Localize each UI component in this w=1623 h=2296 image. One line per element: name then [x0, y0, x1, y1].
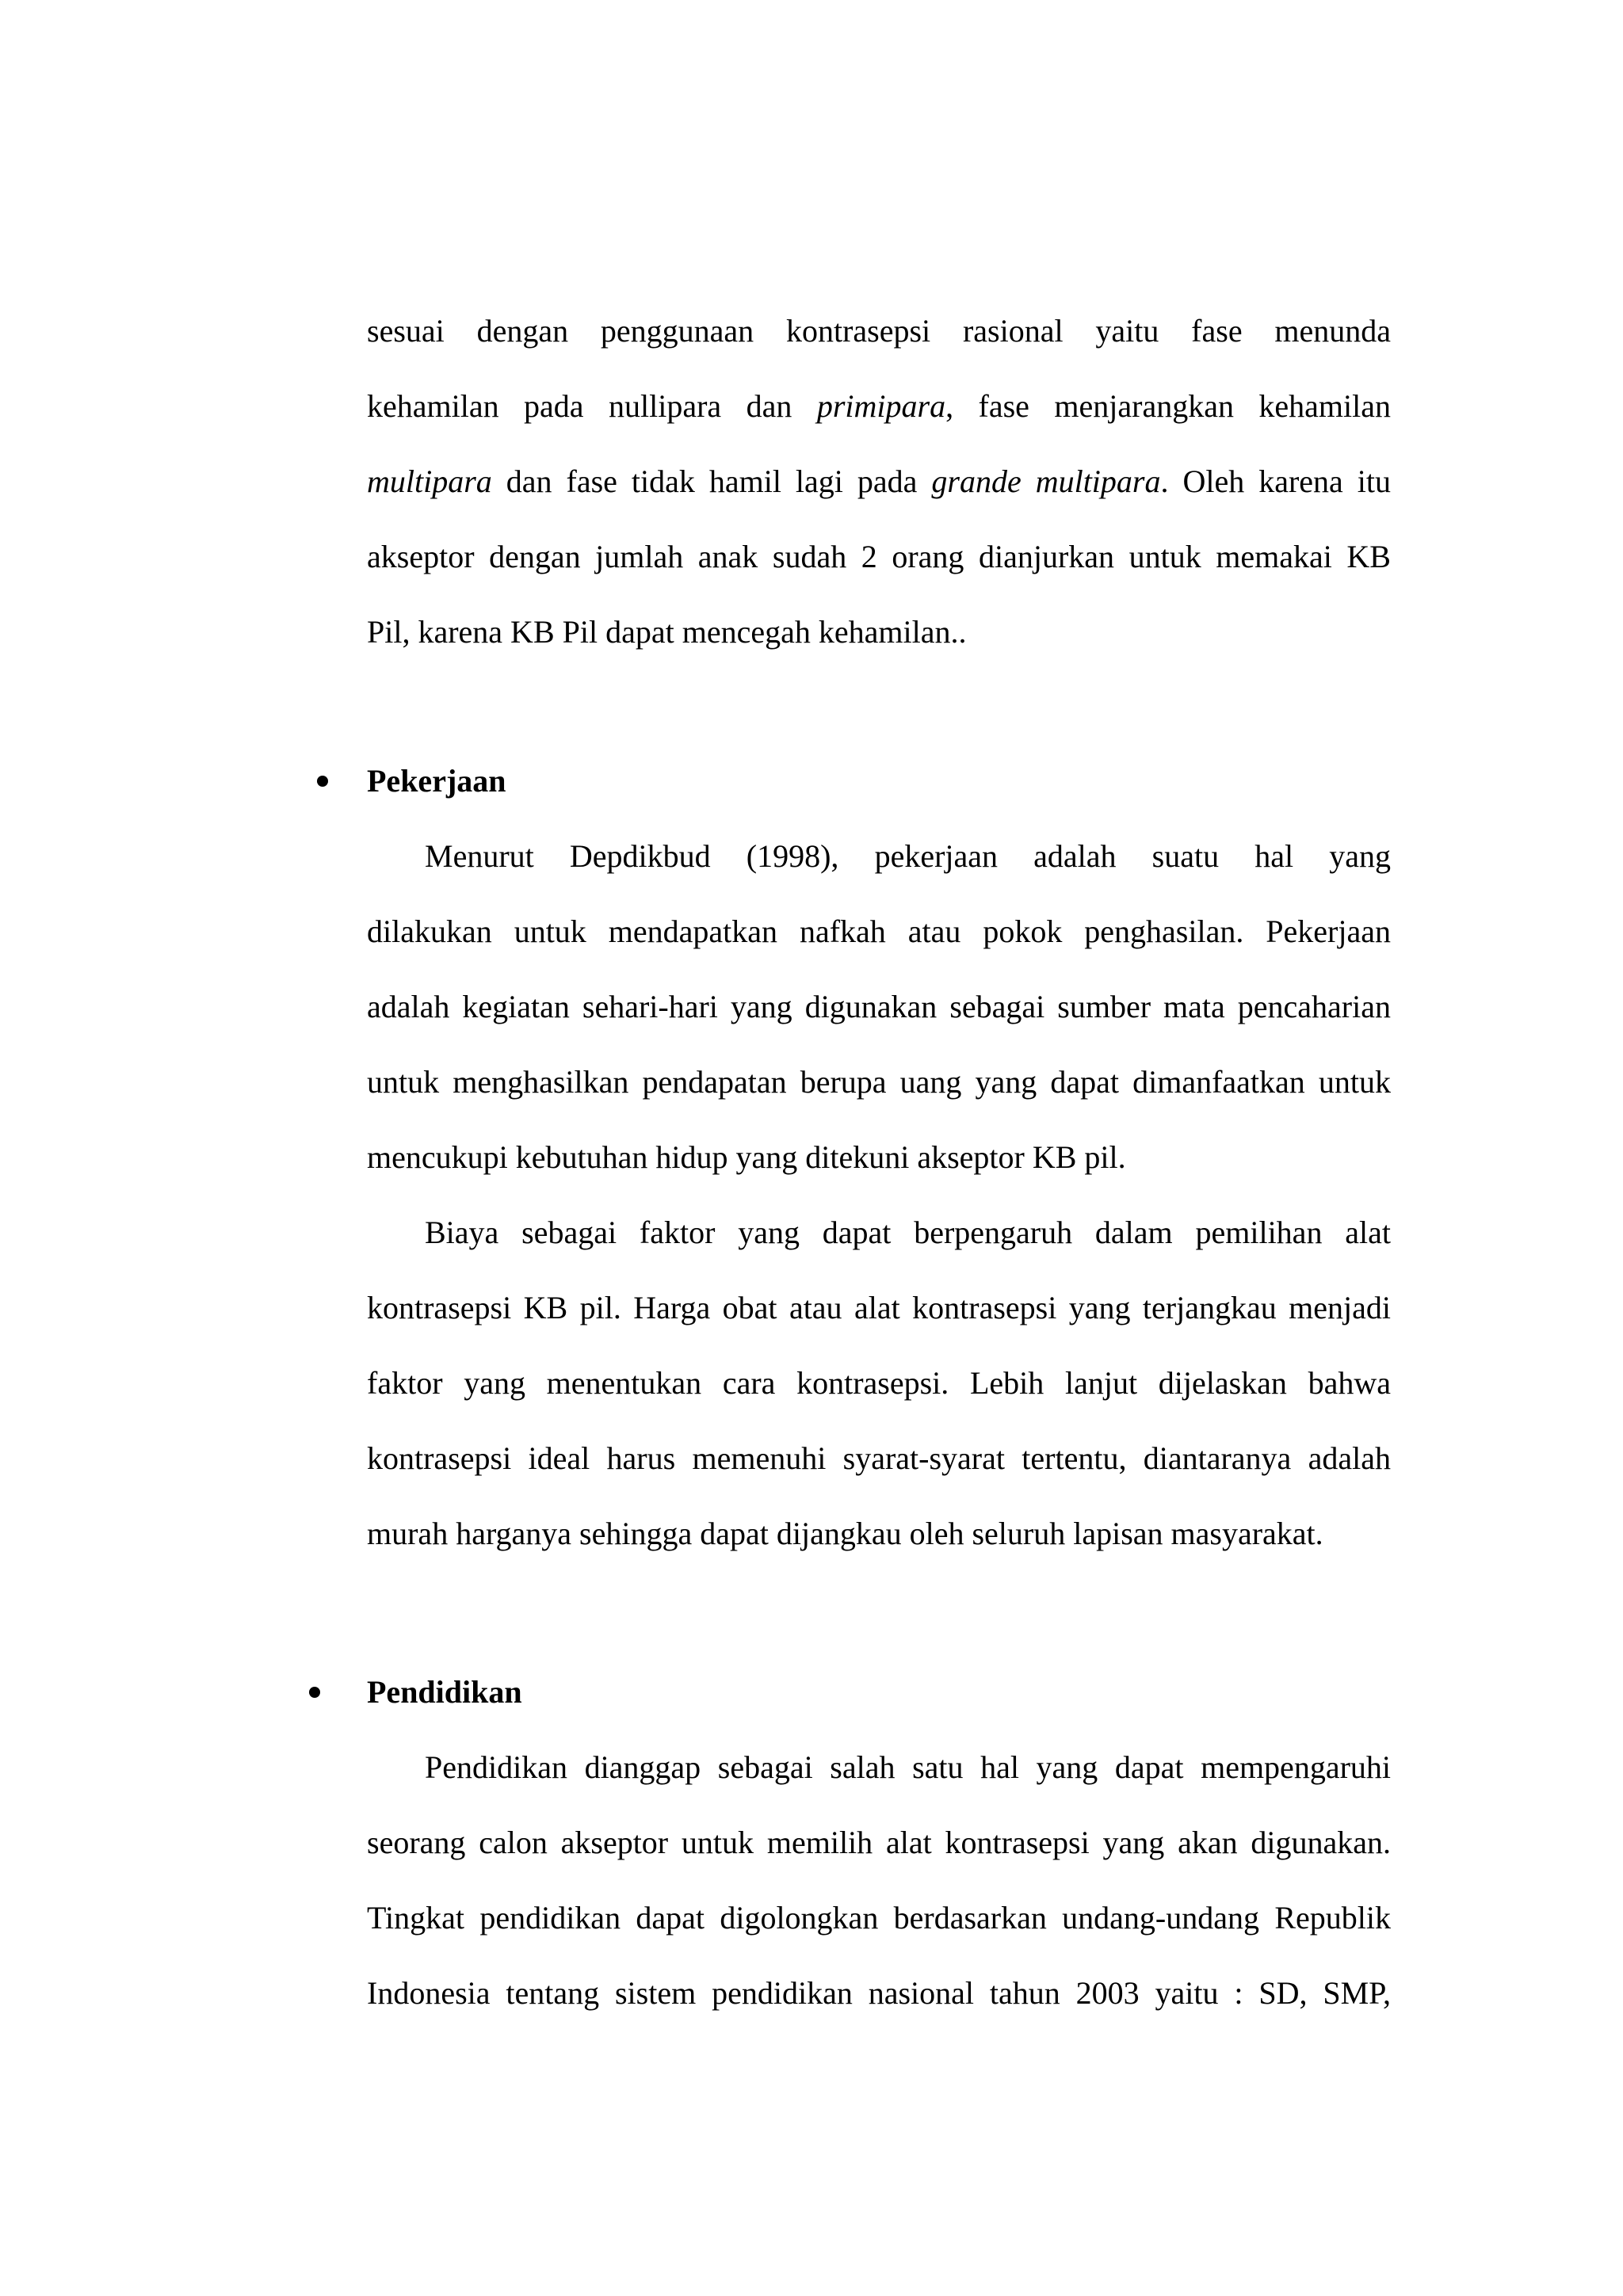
pekerjaan-p1-line-5: mencukupi kebutuhan hidup yang ditekuni akseptor KB pil.	[367, 1139, 1126, 1175]
pekerjaan-p1-line-1: Menurut Depdikbud (1998), pekerjaan adalah suatu hal yang	[425, 838, 1391, 874]
intro-line-2	[367, 387, 1391, 425]
pendidikan-p1-line-3: Tingkat pendidikan dapat digolongkan berdasarkan undang-undang Republik	[367, 1900, 1391, 1936]
text-run: , fase menjarangkan kehamilan	[945, 388, 1392, 424]
bullet-icon	[309, 1687, 320, 1698]
intro-line-5: Pil, karena KB Pil dapat mencegah kehamilan..	[367, 614, 967, 650]
pekerjaan-p2-line-3: faktor yang menentukan cara kontrasepsi. Lebih lanjut dijelaskan bahwa	[367, 1365, 1391, 1401]
pekerjaan-p1-line-4: untuk menghasilkan pendapatan berupa uang yang dapat dimanfaatkan untuk	[367, 1064, 1391, 1100]
text-run: dan fase tidak hamil lagi pada	[491, 463, 932, 499]
section-heading-pendidikan: Pendidikan	[367, 1674, 522, 1710]
pekerjaan-p2-line-4: kontrasepsi ideal harus memenuhi syarat-syarat tertentu, diantaranya adalah	[367, 1440, 1391, 1476]
text-run: kehamilan pada nullipara dan	[367, 388, 817, 424]
pendidikan-p1-line-1: Pendidikan dianggap sebagai salah satu hal yang dapat mempengaruhi	[425, 1749, 1391, 1785]
pekerjaan-p2-line-1: Biaya sebagai faktor yang dapat berpengaruh dalam pemilihan alat	[425, 1215, 1391, 1250]
intro-line-1: sesuai dengan penggunaan kontrasepsi rasional yaitu fase menunda	[367, 313, 1391, 349]
italic-term-multipara: multipara	[367, 463, 492, 499]
italic-term-primipara: primipara	[816, 388, 946, 424]
pekerjaan-p2-line-5: murah harganya sehingga dapat dijangkau oleh seluruh lapisan masyarakat.	[367, 1516, 1323, 1551]
section-heading-pekerjaan: Pekerjaan	[367, 763, 506, 799]
pekerjaan-p1-line-2: dilakukan untuk mendapatkan nafkah atau pokok penghasilan. Pekerjaan	[367, 913, 1391, 949]
pendidikan-p1-line-4: Indonesia tentang sistem pendidikan nasional tahun 2003 yaitu : SD, SMP,	[367, 1975, 1391, 2011]
pendidikan-p1-line-2: seorang calon akseptor untuk memilih alat kontrasepsi yang akan digunakan.	[367, 1825, 1391, 1860]
intro-line-3	[367, 463, 1391, 501]
italic-term-grande-multipara: grande multipara	[931, 463, 1161, 499]
text-run: . Oleh karena itu	[1160, 463, 1392, 499]
pekerjaan-p2-line-2: kontrasepsi KB pil. Harga obat atau alat kontrasepsi yang terjangkau menjadi	[367, 1290, 1391, 1325]
intro-line-4: akseptor dengan jumlah anak sudah 2 orang dianjurkan untuk memakai KB	[367, 539, 1391, 574]
bullet-icon	[317, 776, 328, 787]
pekerjaan-p1-line-3: adalah kegiatan sehari-hari yang digunakan sebagai sumber mata pencaharian	[367, 989, 1391, 1024]
